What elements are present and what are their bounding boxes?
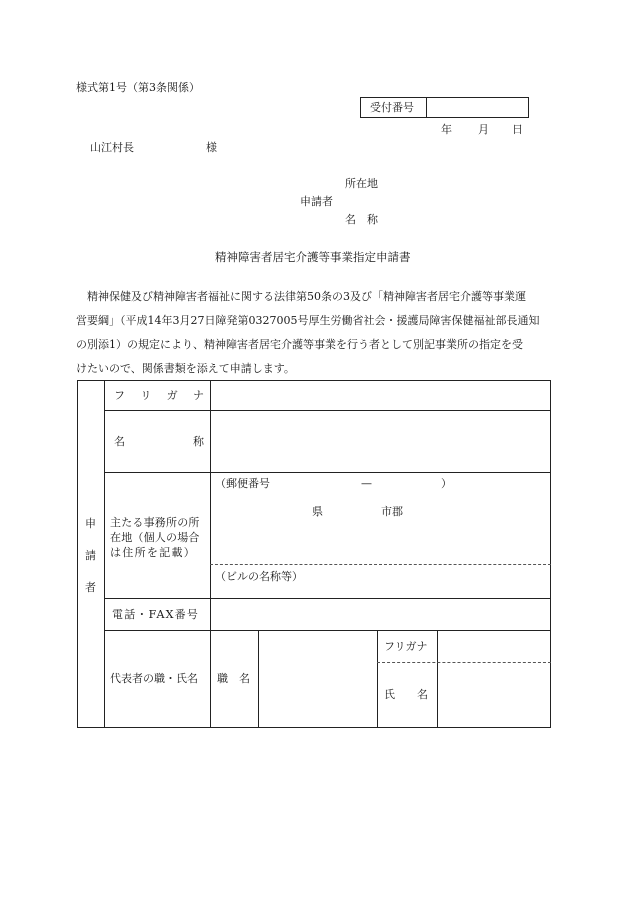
position-col-line xyxy=(258,630,259,728)
body-line-1: 精神保健及び精神障害者福祉に関する法律第50条の3及び「精神障害者居宅介護等事業運 xyxy=(76,290,526,303)
address-building-separator xyxy=(210,564,551,565)
phone-fax-label: 電話・FAX番号 xyxy=(112,608,200,621)
furigana-char: ガ xyxy=(166,389,178,402)
building-name-label: （ビルの名称等） xyxy=(215,570,303,583)
position-label: 職 名 xyxy=(217,672,250,685)
table-row-line-3 xyxy=(104,598,551,599)
rep-name-col-line-2 xyxy=(437,630,438,728)
body-line-3: の別添1）の規定により、精神障害者居宅介護等事業を行う者として別記事業所の指定を受 xyxy=(76,338,523,351)
applicant-name-label: 名 称 xyxy=(345,213,378,226)
table-row-line-2 xyxy=(104,472,551,473)
form-number: 様式第1号（第3条関係） xyxy=(76,81,200,94)
addressee-honorific: 様 xyxy=(206,141,217,154)
postal-code-open: （郵便番号 xyxy=(215,477,270,490)
rep-name-col-line-1 xyxy=(377,630,378,728)
addressee-name: 山江村長 xyxy=(90,141,134,154)
furigana-label xyxy=(114,390,204,401)
applicant-label: 申請者 xyxy=(300,195,333,208)
date-month: 月 xyxy=(478,123,489,136)
city-county-label: 市郡 xyxy=(381,505,403,518)
office-address-label-2: 在地（個人の場合 xyxy=(110,531,200,544)
reception-number-label: 受付番号 xyxy=(370,101,414,114)
body-line-2: 営要綱」（平成14年3月27日障発第0327005号厚生労働省社会・援護局障害保健福祉部長通知 xyxy=(76,314,540,327)
postal-code-dash: — xyxy=(361,477,372,490)
document-title: 精神障害者居宅介護等事業指定申請書 xyxy=(215,250,411,264)
rep-furigana-label: フリガナ xyxy=(384,640,428,653)
postal-code-close: ） xyxy=(441,477,452,490)
name-char: 称 xyxy=(193,435,204,448)
name-char: 名 xyxy=(114,435,125,448)
table-col-line-2 xyxy=(210,380,211,728)
applicant-vertical-2: 請 xyxy=(85,549,96,562)
office-address-label-1: 主たる事務所の所 xyxy=(110,516,200,529)
furigana-char: フ xyxy=(114,389,125,402)
table-row-line-4 xyxy=(104,630,551,631)
representative-label: 代表者の職・氏名 xyxy=(110,672,198,685)
table-row-line-1 xyxy=(104,410,551,411)
date-day: 日 xyxy=(512,123,523,136)
applicant-location-label: 所在地 xyxy=(345,177,378,190)
prefecture-label: 県 xyxy=(312,505,323,518)
furigana-char: ナ xyxy=(192,389,204,402)
applicant-vertical-3: 者 xyxy=(85,581,96,594)
reception-divider xyxy=(426,97,427,118)
table-col-line-1 xyxy=(104,380,105,728)
rep-name-label: 氏 名 xyxy=(384,688,428,701)
office-address-label-3: は住所を記載） xyxy=(110,546,197,559)
body-line-4: けたいので、関係書類を添えて申請します。 xyxy=(76,362,295,375)
furigana-char: リ xyxy=(140,389,152,402)
applicant-vertical-1: 申 xyxy=(85,517,96,530)
furigana-separator xyxy=(377,662,551,663)
date-year: 年 xyxy=(441,123,452,136)
name-label xyxy=(114,436,204,447)
